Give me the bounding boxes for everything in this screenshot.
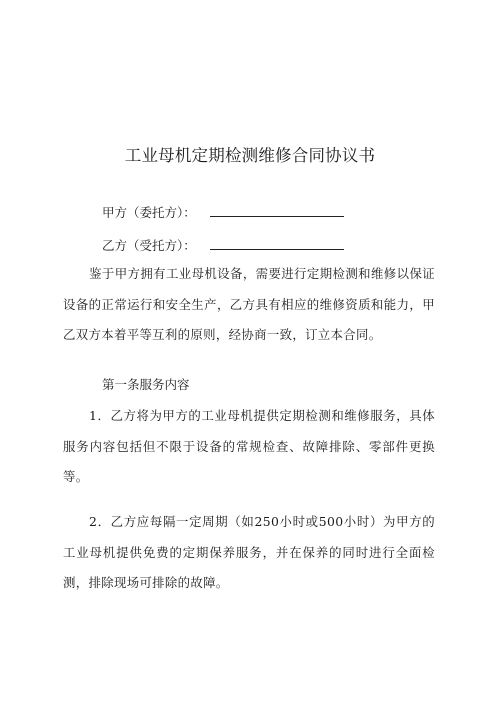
party-b-label: 乙方（受托方）： xyxy=(102,238,196,253)
party-b-blank-line xyxy=(210,237,344,250)
clause-1-text: 1．乙方将为甲方的工业母机提供定期检测和维修服务，具体服务内容包括但不限于设备的常规检查、故障排除、零部件更换等。 xyxy=(63,408,435,484)
intro-text: 鉴于甲方拥有工业母机设备，需要进行定期检测和维修以保证设备的正常运行和安全生产，乙方具有相应的维修资质和能力，甲乙双方本着平等互利的原则，经协商一致，订立本合同。 xyxy=(63,266,435,342)
party-b-row xyxy=(102,236,344,254)
party-a-row xyxy=(102,203,344,221)
clause-2-paragraph xyxy=(63,507,435,599)
clause-1-paragraph xyxy=(63,401,435,493)
party-a-label: 甲方（委托方）： xyxy=(102,205,196,220)
party-a-blank-line xyxy=(210,204,344,217)
clause-2-text: 2．乙方应每隔一定周期（如250小时或500小时）为甲方的工业母机提供免费的定期保养服务，并在保养的同时进行全面检测，排除现场可排除的故障。 xyxy=(63,514,435,590)
intro-paragraph xyxy=(63,259,435,351)
section-1-title: 第一条服务内容 xyxy=(102,377,190,392)
document-title: 工业母机定期检测维修合同协议书 xyxy=(124,146,376,165)
